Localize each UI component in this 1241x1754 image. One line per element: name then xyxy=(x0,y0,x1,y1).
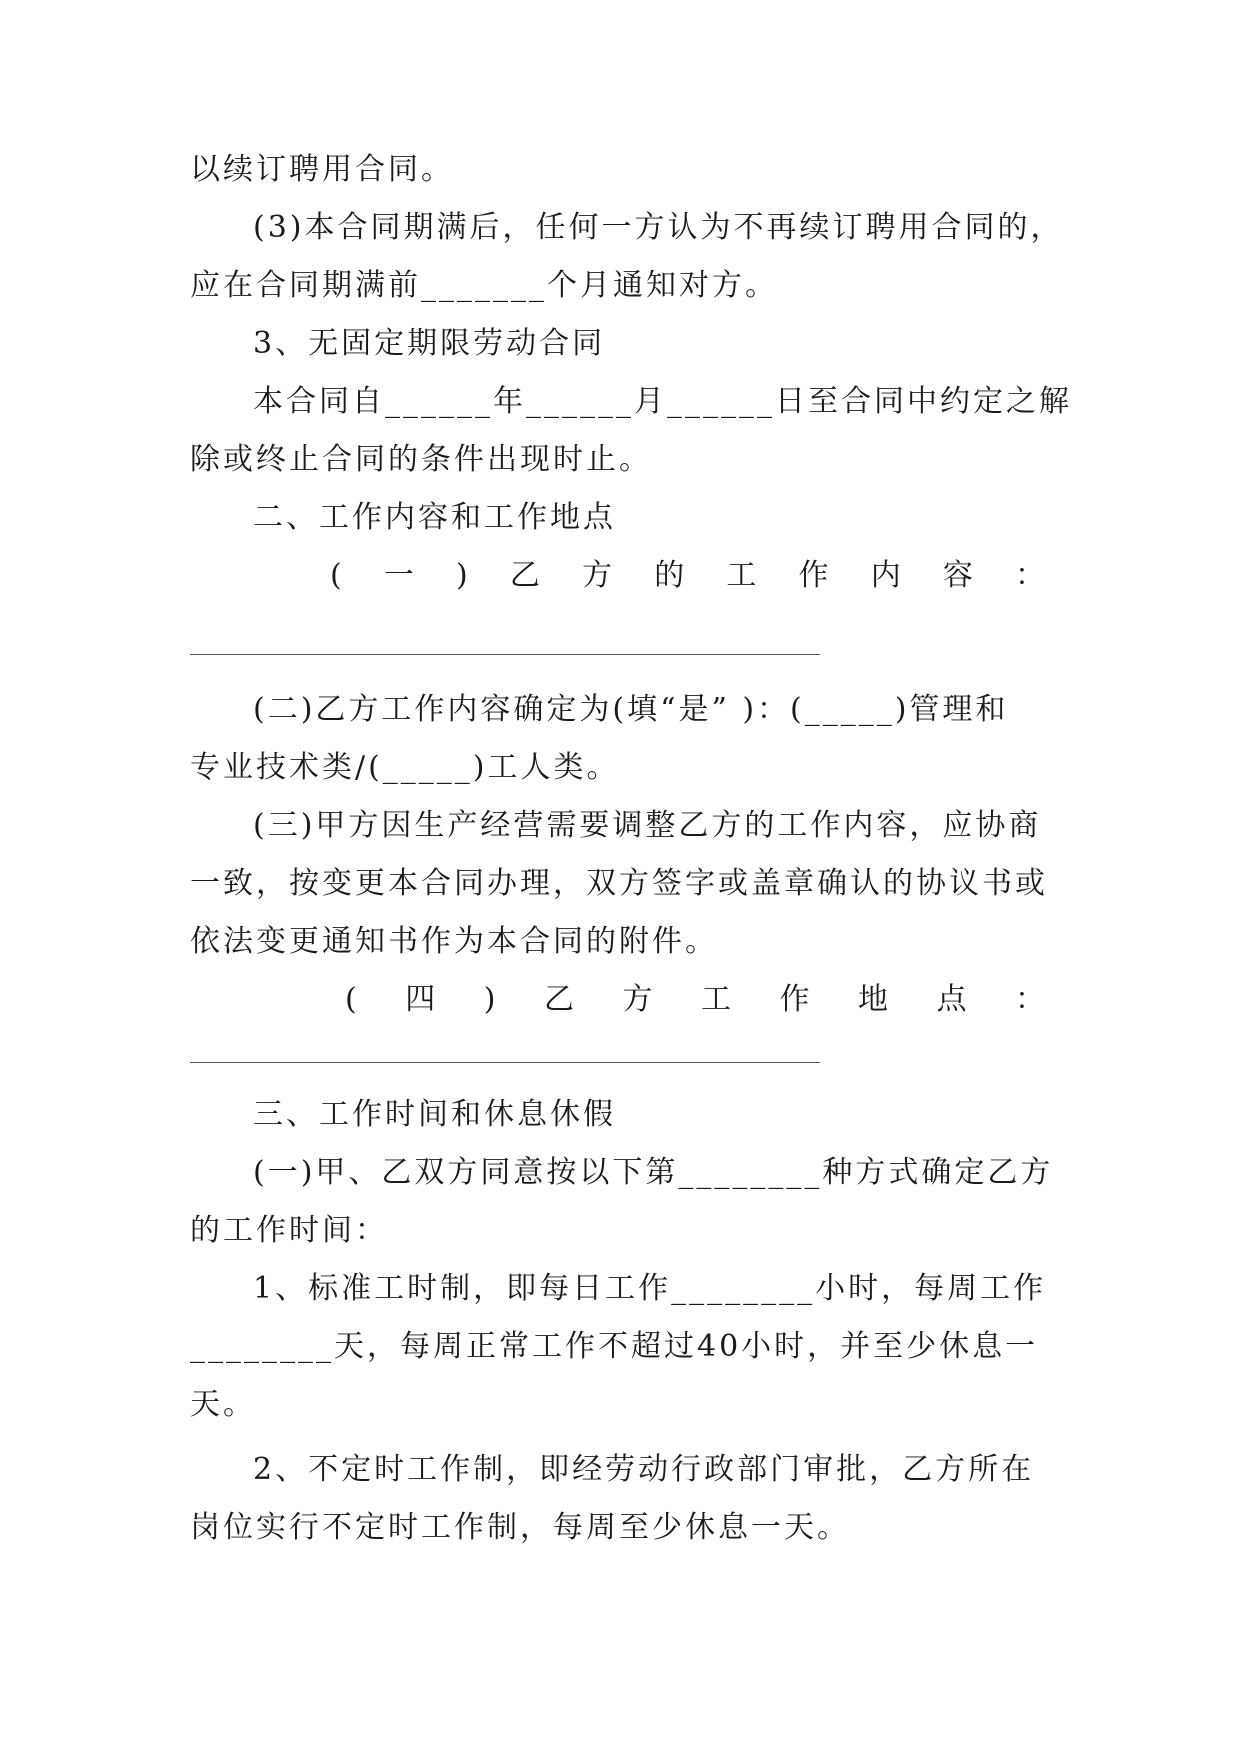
spread-char: 乙 xyxy=(543,982,574,1017)
job-content-label xyxy=(330,556,1045,596)
spread-char: 作 xyxy=(779,982,810,1017)
fill-in-blank-line xyxy=(190,654,820,655)
section-heading: 三、工作时间和休息休假 xyxy=(253,1097,616,1132)
text-line: (3)本合同期满后，任何一方认为不再续订聘用合同的， xyxy=(253,210,1064,245)
text-line: (三)甲方因生产经营需要调整乙方的工作内容，应协商 xyxy=(253,808,1042,843)
text-line: 依法变更通知书作为本合同的附件。 xyxy=(190,924,718,959)
spread-char: 点 xyxy=(936,982,967,1017)
text-line: 天。 xyxy=(190,1387,256,1422)
fill-in-blank-line xyxy=(190,1062,820,1063)
spread-char: 方 xyxy=(622,982,653,1017)
text-line: 除或终止合同的条件出现时止。 xyxy=(190,442,652,477)
text-line: (二)乙方工作内容确定为(填“是” )：(_____)管理和 xyxy=(253,692,1009,727)
text-line: 以续订聘用合同。 xyxy=(190,152,454,187)
spread-char: 容 xyxy=(942,558,973,593)
spread-char: 方 xyxy=(582,558,613,593)
work-location-label xyxy=(345,980,1045,1020)
text-line: (一)甲、乙双方同意按以下第________种方式确定乙方 xyxy=(253,1155,1054,1190)
text-line: 3、无固定期限劳动合同 xyxy=(253,326,606,361)
text-line: 岗位实行不定时工作制，每周至少休息一天。 xyxy=(190,1510,850,1545)
text-line: 应在合同期满前_______个月通知对方。 xyxy=(190,268,778,303)
spread-char: ： xyxy=(1015,558,1045,593)
spread-char: ( xyxy=(330,558,342,593)
text-line: ________天，每周正常工作不超过40小时，并至少休息一 xyxy=(190,1329,1039,1364)
spread-char: 四 xyxy=(405,982,436,1017)
text-line: 一致，按变更本合同办理，双方签字或盖章确认的协议书或 xyxy=(190,866,1048,901)
spread-char: 作 xyxy=(798,558,829,593)
spread-char: 一 xyxy=(383,558,414,593)
spread-char: 的 xyxy=(654,558,685,593)
text-line: 的工作时间： xyxy=(190,1213,388,1248)
spread-char: ： xyxy=(1014,982,1045,1017)
spread-char: 内 xyxy=(870,558,901,593)
spread-char: ) xyxy=(456,558,468,593)
text-line: 2、不定时工作制，即经劳动行政部门审批，乙方所在 xyxy=(253,1452,1035,1487)
spread-char: 地 xyxy=(857,982,888,1017)
spread-char: ( xyxy=(345,982,357,1017)
text-line: 专业技术类/(_____)工人类。 xyxy=(190,750,620,785)
spread-char: 工 xyxy=(726,558,757,593)
text-line: 1、标准工时制，即每日工作________小时，每周工作 xyxy=(253,1271,1047,1306)
spread-char: 工 xyxy=(700,982,731,1017)
text-line: 本合同自______年______月______日至合同中约定之解 xyxy=(253,384,1072,419)
spread-char: 乙 xyxy=(509,558,540,593)
section-heading: 二、工作内容和工作地点 xyxy=(253,500,616,535)
spread-char: ) xyxy=(483,982,496,1017)
